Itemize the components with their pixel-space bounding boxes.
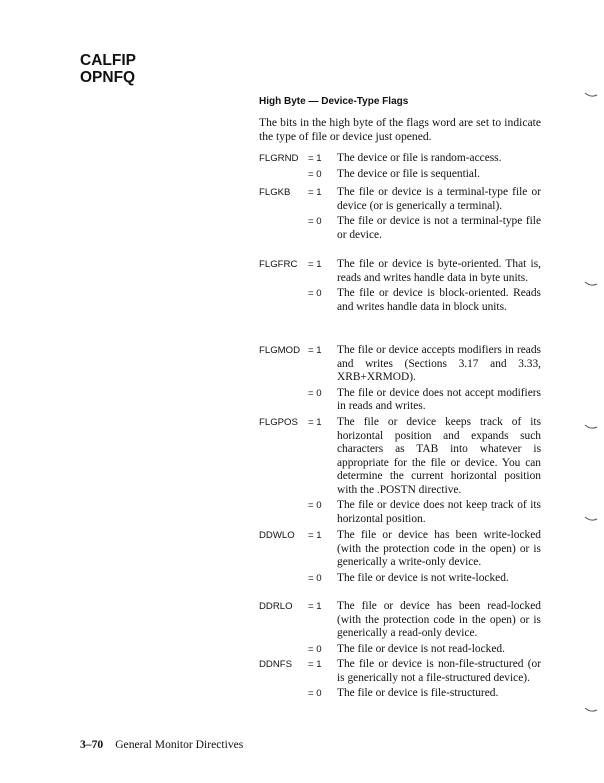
binder-hole-mark-icon bbox=[584, 92, 598, 98]
flag-name: DDRLO bbox=[259, 601, 293, 612]
flag-description: The device or file is sequential. bbox=[337, 167, 480, 180]
flag-value: = 1 bbox=[308, 601, 322, 612]
flag-entry-flgfrc bbox=[259, 258, 544, 314]
title-line-1: CALFIP bbox=[80, 52, 136, 69]
flag-description: The file or device keeps track of its horizontal position and expands such characters as TAB into whatever is appropriate for the file or device. You can determine the current horizontal position with the .POSTN directive. bbox=[337, 416, 541, 496]
flag-description: The file or device does not keep track of its horizontal position. bbox=[337, 499, 541, 525]
page-number: 3–70 bbox=[80, 738, 104, 751]
flag-row bbox=[259, 152, 544, 166]
page-footer bbox=[80, 738, 243, 751]
flag-entry-ddrlo bbox=[259, 600, 544, 656]
flag-value: = 1 bbox=[308, 659, 322, 670]
flag-name: FLGPOS bbox=[259, 417, 298, 428]
flag-value: = 0 bbox=[308, 500, 322, 511]
flag-row bbox=[259, 658, 544, 685]
flag-row bbox=[259, 687, 544, 701]
flag-name: DDNFS bbox=[259, 659, 293, 670]
flag-value: = 1 bbox=[308, 259, 322, 270]
flag-row bbox=[259, 387, 544, 414]
flag-entry-flgkb bbox=[259, 186, 544, 242]
flag-description: The file or device has been write-locked (with the protection code in the open) or is generically a write-only device. bbox=[337, 529, 541, 568]
flag-description: The file or device is block-oriented. Reads and writes handle data in block units. bbox=[337, 287, 541, 313]
flag-entry-flgmod bbox=[259, 344, 544, 414]
flag-description: The file or device is non-file-structured (or is generically not a file-structured device). bbox=[337, 658, 541, 684]
flag-row bbox=[259, 600, 544, 641]
flag-value: = 1 bbox=[308, 345, 322, 356]
binder-hole-mark-icon bbox=[584, 516, 598, 522]
binder-hole-mark-icon bbox=[584, 424, 598, 430]
flag-value: = 1 bbox=[308, 153, 322, 164]
flag-value: = 0 bbox=[308, 643, 322, 655]
flag-value: = 1 bbox=[308, 530, 322, 541]
flag-value: = 0 bbox=[308, 572, 322, 584]
flag-value: = 0 bbox=[308, 688, 322, 699]
binder-hole-mark-icon bbox=[584, 281, 598, 287]
flag-entry-flgpos bbox=[259, 416, 544, 526]
flag-description: The file or device is not write-locked. bbox=[337, 571, 509, 584]
flag-value: = 0 bbox=[308, 216, 322, 227]
flag-name: DDWLO bbox=[259, 530, 295, 541]
flag-row bbox=[259, 344, 544, 385]
binder-hole-mark-icon bbox=[584, 707, 598, 713]
flag-row bbox=[259, 186, 544, 213]
flag-row bbox=[259, 529, 544, 570]
section-heading: High Byte — Device-Type Flags bbox=[259, 96, 409, 107]
flag-name: FLGKB bbox=[259, 187, 291, 198]
flag-name: FLGMOD bbox=[259, 345, 301, 356]
flag-description: The file or device does not accept modifiers in reads and writes. bbox=[337, 386, 541, 412]
section-intro: The bits in the high byte of the flags word are set to indicate the type of file or device just opened. bbox=[259, 116, 541, 143]
flag-description: The file or device is not a terminal-type file or device. bbox=[337, 215, 541, 241]
chapter-title: General Monitor Directives bbox=[115, 738, 244, 751]
flag-description: The file or device is file-structured. bbox=[337, 687, 499, 699]
flag-description: The file or device is byte-oriented. That is, reads and writes handle data in byte units. bbox=[337, 258, 541, 284]
flag-description: The file or device accepts modifiers in reads and writes (Sections 3.17 and 3.33, XRB+XRMOD). bbox=[337, 344, 541, 383]
flag-row bbox=[259, 416, 544, 497]
flag-value: = 1 bbox=[308, 187, 322, 198]
flag-row bbox=[259, 215, 544, 242]
flag-value: = 0 bbox=[308, 387, 322, 399]
flag-row bbox=[259, 499, 544, 526]
flag-entry-ddnfs bbox=[259, 658, 544, 701]
flag-row bbox=[259, 258, 544, 285]
flag-row bbox=[259, 168, 544, 182]
flag-row bbox=[259, 572, 544, 586]
title-line-2: OPNFQ bbox=[80, 69, 136, 86]
flag-row bbox=[259, 643, 544, 657]
flag-name: FLGRND bbox=[259, 153, 299, 164]
flag-value: = 0 bbox=[308, 288, 322, 299]
flag-entry-flgrnd bbox=[259, 152, 544, 181]
flag-description: The file or device is not read-locked. bbox=[337, 642, 505, 655]
flag-value: = 0 bbox=[308, 168, 322, 180]
flag-description: The device or file is random-access. bbox=[337, 152, 502, 164]
flag-description: The file or device has been read-locked (with the protection code in the open) or is generically a read-only device. bbox=[337, 600, 541, 639]
flag-value: = 1 bbox=[308, 417, 322, 428]
flag-description: The file or device is a terminal-type file or device (or is generically a terminal). bbox=[337, 186, 541, 212]
flag-name: FLGFRC bbox=[259, 259, 298, 270]
flag-entry-ddwlo bbox=[259, 529, 544, 585]
flag-row bbox=[259, 287, 544, 314]
page-title bbox=[80, 52, 136, 86]
